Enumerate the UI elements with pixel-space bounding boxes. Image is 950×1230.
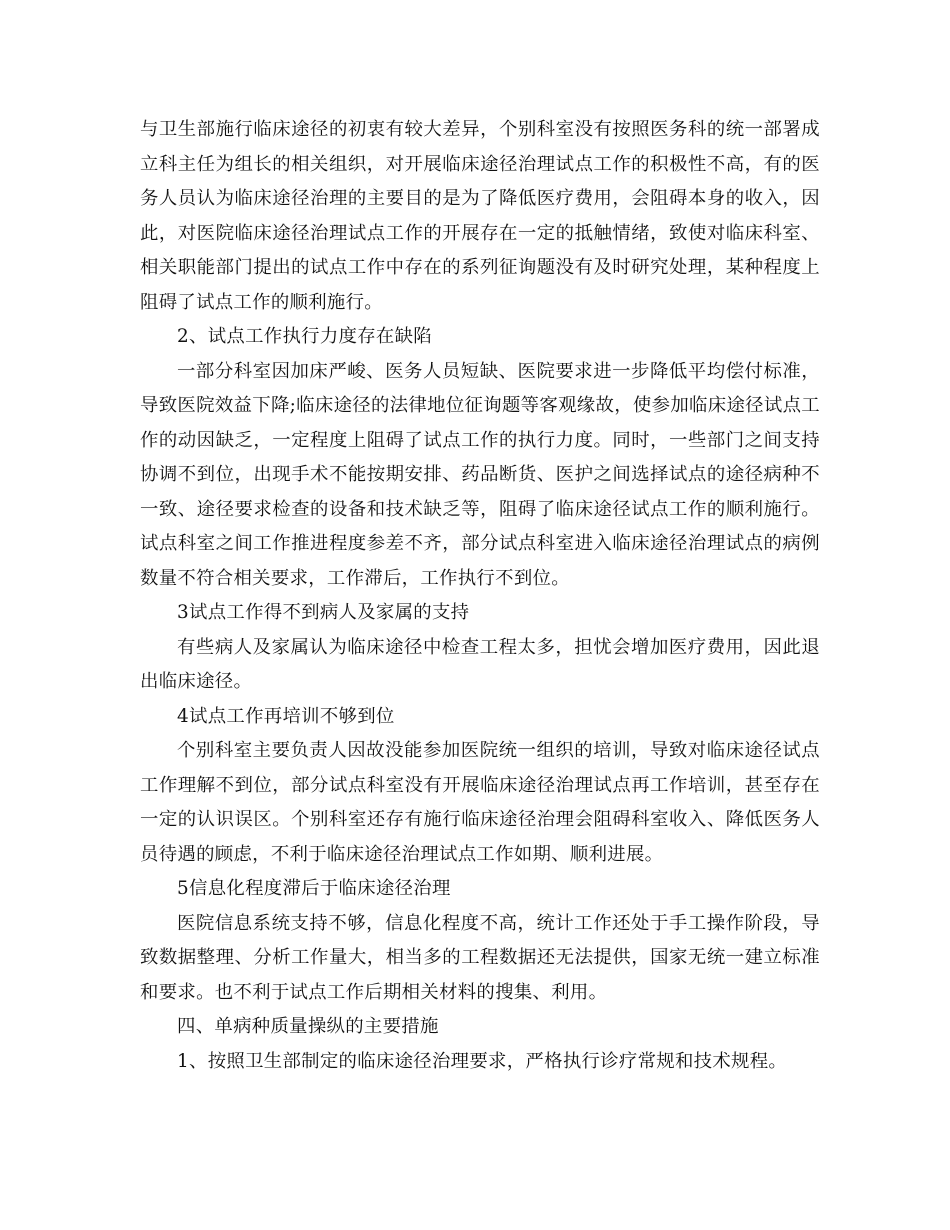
body-paragraph: 与卫生部施行临床途径的初衷有较大差异，个别科室没有按照医务科的统一部署成立科主任为组长的相关组织，对开展临床途径治理试点工作的积极性不高，有的医务人员认为临床途径治理的主要目的是为了降低医疗费用，会阻碍本身的收入，因此，对医院临床途径治理试点工作的开展存在一定的抵触情绪，致使对临床科室、相关职能部门提出的试点工作中存在的系列征询题没有及时研究处理，某种程度上阻碍了试点工作的顺利施行。 [140,119,820,313]
section-heading: 四、单病种质量操纵的主要措施 [177,1016,439,1037]
body-paragraph: 个别科室主要负责人因故没能参加医院统一组织的培训，导致对临床途径试点工作理解不到位，部分试点科室没有开展临床途径治理试点再工作培训，甚至存在一定的认识误区。个别科室还存有施行临床途径治理会阻碍科室收入、降低医务人员待遇的顾虑，不利于临床途径治理试点工作如期、顺利进展。 [140,740,820,865]
body-paragraph: 一部分科室因加床严峻、医务人员短缺、医院要求进一步降低平均偿付标准，导致医院效益下降;临床途径的法律地位征询题等客观缘故，使参加临床途径试点工作的动因缺乏，一定程度上阻碍了试点工作的执行力度。同时，一些部门之间支持协调不到位，出现手术不能按期安排、药品断货、医护之间选择试点的途径病种不一致、途径要求检查的设备和技术缺乏等，阻碍了临床途径试点工作的顺利施行。试点科室之间工作推进程度参差不齐，部分试点科室进入临床途径治理试点的病例数量不符合相关要求，工作滞后，工作执行不到位。 [140,360,820,589]
section-heading: 2、试点工作执行力度存在缺陷 [177,326,432,347]
body-paragraph: 医院信息系统支持不够，信息化程度不高，统计工作还处于手工操作阶段，导致数据整理、分析工作量大，相当多的工程数据还无法提供，国家无统一建立标准和要求。也不利于试点工作后期相关材料的搜集、利用。 [140,912,820,1003]
body-paragraph: 有些病人及家属认为临床途径中检查工程太多，担忧会增加医疗费用，因此退出临床途径。 [140,636,820,692]
section-heading: 5信息化程度滞后于临床途径治理 [177,878,451,899]
body-paragraph: 1、按照卫生部制定的临床途径治理要求，严格执行诊疗常规和技术规程。 [177,1050,788,1072]
section-heading: 4试点工作再培训不够到位 [177,705,395,727]
section-heading: 3试点工作得不到病人及家属的支持 [177,602,470,623]
